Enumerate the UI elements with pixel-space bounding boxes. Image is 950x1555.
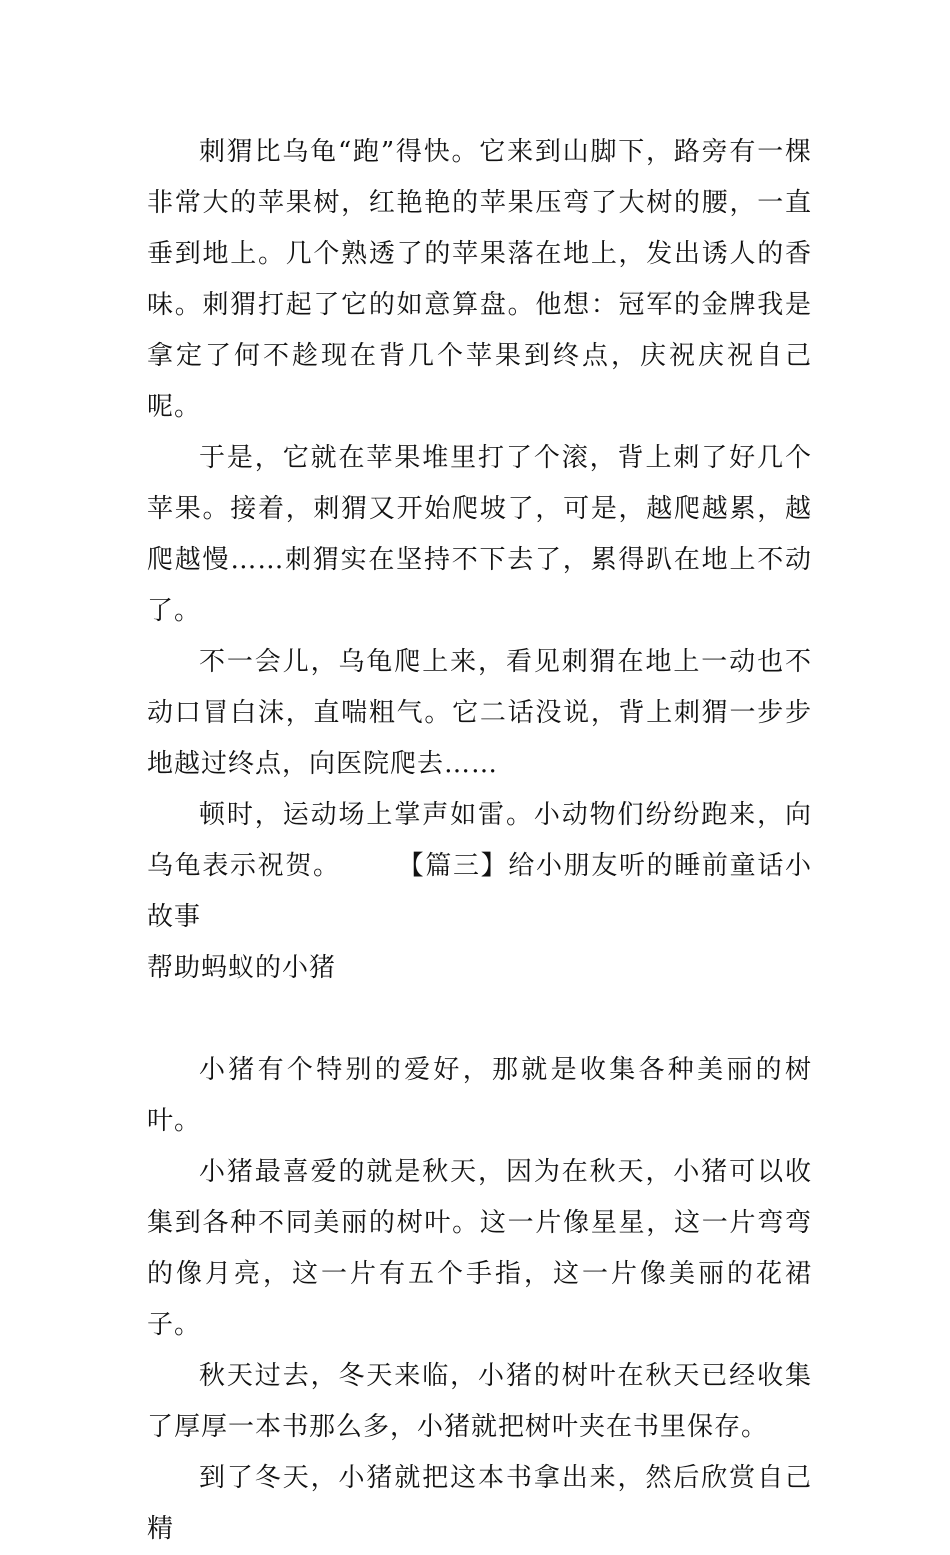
document-body [147,127,812,1555]
paragraph-turtle-help: 不一会儿，乌龟爬上来，看见刺猬在地上一动也不动口冒白沫，直喘粗气。它二话没说，背上刺猬一步步地越过终点，向医院爬去…… [147,647,812,779]
paragraph-pig-winter: 秋天过去，冬天来临，小猪的树叶在秋天已经收集了厚厚一本书那么多，小猪就把树叶夹在书里保存。 [147,1361,812,1442]
section-title: 帮助蚂蚁的小猪 [147,953,337,983]
paragraph-pig-hobby: 小猪有个特别的爱好，那就是收集各种美丽的树叶。 [147,1055,812,1136]
paragraph-hedgehog-race: 刺猬比乌龟“跑”得快。它来到山脚下，路旁有一棵非常大的苹果树，红艳艳的苹果压弯了大树的腰，一直垂到地上。几个熟透了的苹果落在地上，发出诱人的香味。刺猬打起了它的如意算盘。他想：冠军的金牌我是拿定了何不趁现在背几个苹果到终点，庆祝庆祝自己呢。 [147,137,812,422]
paragraph-applause-and-heading: 顿时，运动场上掌声如雷。小动物们纷纷跑来，向乌龟表示祝贺。 【篇三】给小朋友听的睡前童话小故事 [147,800,812,932]
blank-line [147,994,812,1045]
paragraph-pig-book: 到了冬天，小猪就把这本书拿出来，然后欣赏自己精 [147,1463,812,1544]
paragraph-pig-autumn: 小猪最喜爱的就是秋天，因为在秋天，小猪可以收集到各种不同美丽的树叶。这一片像星星，这一片弯弯的像月亮，这一片有五个手指，这一片像美丽的花裙子。 [147,1157,812,1340]
paragraph-apple-roll: 于是，它就在苹果堆里打了个滚，背上刺了好几个苹果。接着，刺猬又开始爬坡了，可是，越爬越累，越爬越慢……刺猬实在坚持不下去了，累得趴在地上不动了。 [147,443,812,626]
